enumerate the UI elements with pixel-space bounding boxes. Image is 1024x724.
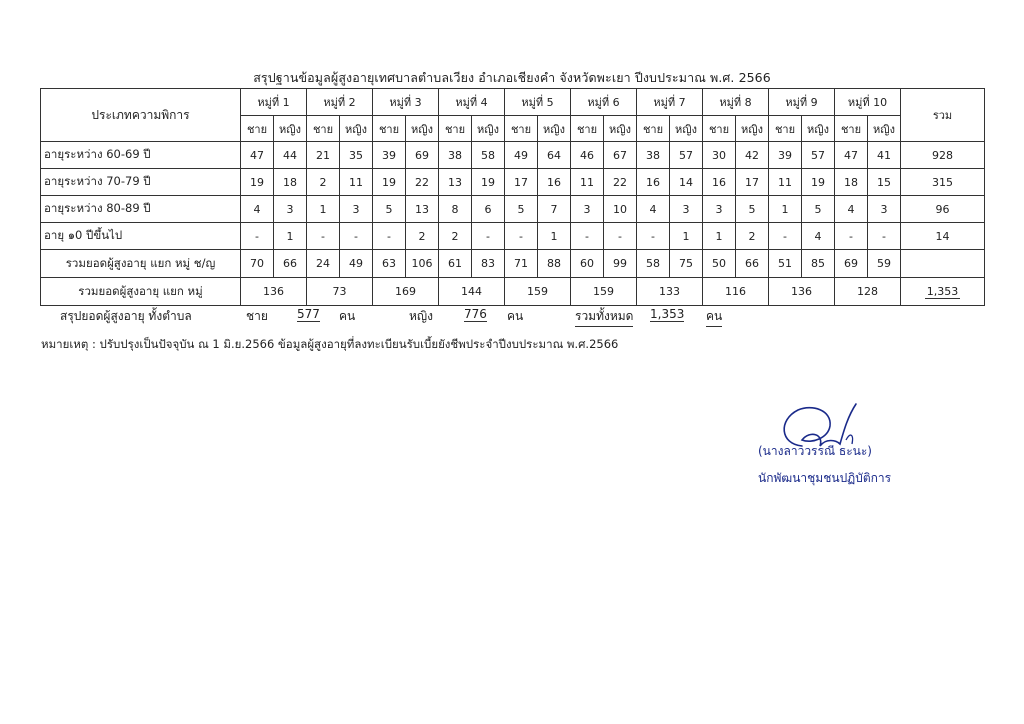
row-label: อายุระหว่าง 70-79 ปี — [41, 169, 241, 196]
table-cell: 3 — [670, 196, 703, 223]
table-cell: 64 — [538, 142, 571, 169]
table-cell: 1 — [274, 223, 307, 250]
table-cell: - — [241, 223, 274, 250]
village-header: หมู่ที่ 5 — [505, 89, 571, 116]
table-cell: 2 — [406, 223, 439, 250]
table-cell: 3 — [703, 196, 736, 223]
table-cell: 14 — [670, 169, 703, 196]
table-cell: 133 — [637, 278, 703, 306]
table-cell: 1 — [538, 223, 571, 250]
table-cell: 5 — [373, 196, 406, 223]
total-header: รวม — [901, 89, 985, 142]
village-header: หมู่ที่ 6 — [571, 89, 637, 116]
table-cell: 159 — [505, 278, 571, 306]
table-cell: 3 — [868, 196, 901, 223]
table-cell: 11 — [340, 169, 373, 196]
row-label: อายุ ๑0 ปีขึ้นไป — [41, 223, 241, 250]
table-cell: 49 — [505, 142, 538, 169]
summary-unit-1: คน — [339, 309, 356, 323]
male-subheader: ชาย — [439, 116, 472, 142]
village-header: หมู่ที่ 8 — [703, 89, 769, 116]
table-cell: 41 — [868, 142, 901, 169]
table-cell: - — [604, 223, 637, 250]
female-subheader: หญิง — [274, 116, 307, 142]
table-cell: 11 — [769, 169, 802, 196]
table-cell: 4 — [241, 196, 274, 223]
female-subheader: หญิง — [868, 116, 901, 142]
table-cell: 4 — [802, 223, 835, 250]
elderly-data-table — [40, 88, 985, 306]
table-cell: 50 — [703, 250, 736, 278]
table-cell: - — [769, 223, 802, 250]
row-label: อายุระหว่าง 80-89 ปี — [41, 196, 241, 223]
table-cell: 60 — [571, 250, 604, 278]
table-cell: 4 — [637, 196, 670, 223]
table-cell: 5 — [736, 196, 769, 223]
table-cell: 4 — [835, 196, 868, 223]
male-subheader: ชาย — [769, 116, 802, 142]
table-cell: 5 — [505, 196, 538, 223]
table-cell: - — [571, 223, 604, 250]
table-cell: 2 — [439, 223, 472, 250]
female-subheader: หญิง — [670, 116, 703, 142]
category-header: ประเภทความพิการ — [41, 89, 241, 142]
row-total: 96 — [901, 196, 985, 223]
table-cell: 136 — [769, 278, 835, 306]
table-row — [41, 169, 985, 196]
table-cell: 38 — [637, 142, 670, 169]
male-subheader: ชาย — [571, 116, 604, 142]
table-cell: 136 — [241, 278, 307, 306]
male-subheader: ชาย — [703, 116, 736, 142]
table-cell: 30 — [703, 142, 736, 169]
row-total: 928 — [901, 142, 985, 169]
table-cell: 19 — [241, 169, 274, 196]
female-subheader: หญิง — [538, 116, 571, 142]
female-subheader: หญิง — [604, 116, 637, 142]
table-cell: 58 — [472, 142, 505, 169]
table-cell: 3 — [340, 196, 373, 223]
grand-total: 1,353 — [926, 285, 959, 298]
row-label: อายุระหว่าง 60-69 ปี — [41, 142, 241, 169]
table-cell: 17 — [505, 169, 538, 196]
remark-note: หมายเหตุ : ปรับปรุงเป็นปัจจุบัน ณ 1 มิ.ย.2566 ข้อมูลผู้สูงอายุที่ลงทะเบียนรับเบี้ยยังชีพประจำปีงบประมาณ พ.ศ.2566 — [41, 337, 619, 351]
row-label: รวมยอดผู้สูงอายุ แยก หมู่ — [41, 278, 241, 306]
table-cell: 66 — [736, 250, 769, 278]
table-cell: 44 — [274, 142, 307, 169]
table-cell: 21 — [307, 142, 340, 169]
table-cell: 13 — [406, 196, 439, 223]
table-cell: - — [505, 223, 538, 250]
table-row — [41, 196, 985, 223]
table-cell: 16 — [703, 169, 736, 196]
male-subheader: ชาย — [505, 116, 538, 142]
table-cell: 144 — [439, 278, 505, 306]
table-cell: 88 — [538, 250, 571, 278]
table-cell: 70 — [241, 250, 274, 278]
table-cell: 17 — [736, 169, 769, 196]
summary-total-value: 1,353 — [650, 307, 685, 321]
table-cell: 83 — [472, 250, 505, 278]
table-cell: 22 — [604, 169, 637, 196]
female-subheader: หญิง — [340, 116, 373, 142]
row-total — [901, 250, 985, 278]
table-cell: 18 — [835, 169, 868, 196]
table-cell: 7 — [538, 196, 571, 223]
village-header: หมู่ที่ 10 — [835, 89, 901, 116]
table-cell: 99 — [604, 250, 637, 278]
table-cell: 8 — [439, 196, 472, 223]
table-cell: 159 — [571, 278, 637, 306]
summary-label: สรุปยอดผู้สูงอายุ ทั้งตำบล — [60, 309, 192, 323]
table-cell: 2 — [307, 169, 340, 196]
table-cell: 39 — [769, 142, 802, 169]
table-cell: 3 — [571, 196, 604, 223]
table-cell: 59 — [868, 250, 901, 278]
table-cell: 57 — [802, 142, 835, 169]
table-cell: - — [472, 223, 505, 250]
village-header: หมู่ที่ 3 — [373, 89, 439, 116]
table-cell: - — [340, 223, 373, 250]
table-cell: 61 — [439, 250, 472, 278]
village-sum-row — [41, 278, 985, 306]
table-cell: 6 — [472, 196, 505, 223]
table-cell: 63 — [373, 250, 406, 278]
table-cell: 39 — [373, 142, 406, 169]
female-subheader: หญิง — [736, 116, 769, 142]
table-cell: 67 — [604, 142, 637, 169]
summary-female-value: 776 — [464, 307, 487, 321]
summary-female-label: หญิง — [409, 309, 433, 323]
table-cell: 66 — [274, 250, 307, 278]
summary-male-label: ชาย — [246, 309, 268, 323]
table-cell: 42 — [736, 142, 769, 169]
table-cell: 58 — [637, 250, 670, 278]
village-header: หมู่ที่ 7 — [637, 89, 703, 116]
table-cell: 18 — [274, 169, 307, 196]
table-cell: 47 — [241, 142, 274, 169]
table-cell: 24 — [307, 250, 340, 278]
summary-male-value: 577 — [297, 307, 320, 321]
table-cell: 19 — [373, 169, 406, 196]
table-cell: 1 — [769, 196, 802, 223]
village-header: หมู่ที่ 9 — [769, 89, 835, 116]
table-cell: - — [835, 223, 868, 250]
table-cell: 106 — [406, 250, 439, 278]
table-cell: 2 — [736, 223, 769, 250]
table-row — [41, 223, 985, 250]
table-cell: 49 — [340, 250, 373, 278]
table-cell: 19 — [472, 169, 505, 196]
female-subheader: หญิง — [406, 116, 439, 142]
table-cell: 1 — [670, 223, 703, 250]
table-cell: 73 — [307, 278, 373, 306]
male-subheader: ชาย — [373, 116, 406, 142]
table-cell: 47 — [835, 142, 868, 169]
table-cell: 46 — [571, 142, 604, 169]
table-cell: 85 — [802, 250, 835, 278]
sex-sum-row — [41, 250, 985, 278]
table-cell: 57 — [670, 142, 703, 169]
male-subheader: ชาย — [307, 116, 340, 142]
table-cell: 128 — [835, 278, 901, 306]
table-row — [41, 142, 985, 169]
male-subheader: ชาย — [835, 116, 868, 142]
table-cell: - — [868, 223, 901, 250]
village-header: หมู่ที่ 4 — [439, 89, 505, 116]
table-cell: 19 — [802, 169, 835, 196]
table-cell: 13 — [439, 169, 472, 196]
village-header: หมู่ที่ 2 — [307, 89, 373, 116]
table-cell: 11 — [571, 169, 604, 196]
signer-name: (นางลาววรรณี ธะนะ) — [758, 444, 872, 458]
row-label: รวมยอดผู้สูงอายุ แยก หมู่ ช/ญ — [41, 250, 241, 278]
table-cell: 22 — [406, 169, 439, 196]
table-cell: 51 — [769, 250, 802, 278]
male-subheader: ชาย — [241, 116, 274, 142]
male-subheader: ชาย — [637, 116, 670, 142]
summary-unit-3: คน — [706, 307, 722, 327]
table-cell: 1 — [307, 196, 340, 223]
table-cell: 5 — [802, 196, 835, 223]
signer-position: นักพัฒนาชุมชนปฏิบัติการ — [758, 471, 892, 485]
table-cell: 69 — [406, 142, 439, 169]
table-cell: 116 — [703, 278, 769, 306]
summary-total-label: รวมทั้งหมด — [575, 307, 633, 327]
table-cell: 35 — [340, 142, 373, 169]
table-cell: 71 — [505, 250, 538, 278]
table-cell: 16 — [637, 169, 670, 196]
grand-total-cell — [901, 278, 985, 306]
table-cell: 15 — [868, 169, 901, 196]
table-cell: 75 — [670, 250, 703, 278]
document-title: สรุปฐานข้อมูลผู้สูงอายุเทศบาลตำบลเวียง อำเภอเชียงคำ จังหวัดพะเยา ปีงบประมาณ พ.ศ. 2566 — [253, 70, 771, 85]
table-cell: - — [373, 223, 406, 250]
female-subheader: หญิง — [802, 116, 835, 142]
row-total: 14 — [901, 223, 985, 250]
table-cell: 69 — [835, 250, 868, 278]
table-cell: - — [637, 223, 670, 250]
female-subheader: หญิง — [472, 116, 505, 142]
table-cell: 38 — [439, 142, 472, 169]
table-cell: 3 — [274, 196, 307, 223]
table-cell: 169 — [373, 278, 439, 306]
village-header: หมู่ที่ 1 — [241, 89, 307, 116]
table-cell: 10 — [604, 196, 637, 223]
table-cell: 16 — [538, 169, 571, 196]
table-cell: 1 — [703, 223, 736, 250]
summary-unit-2: คน — [507, 309, 524, 323]
row-total: 315 — [901, 169, 985, 196]
table-cell: - — [307, 223, 340, 250]
